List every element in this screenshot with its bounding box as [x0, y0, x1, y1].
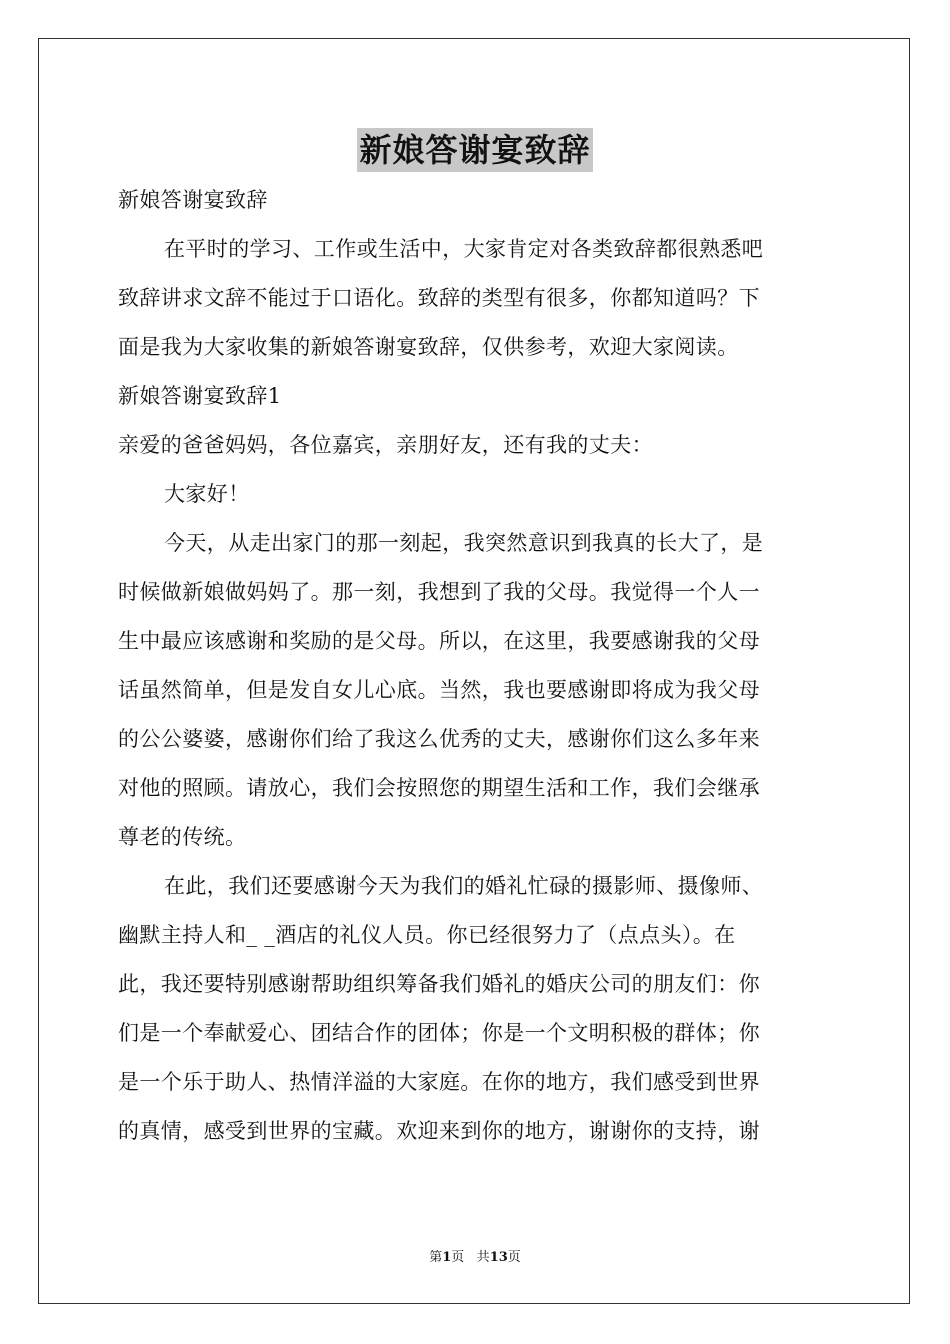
text-line: 在平时的学习、工作或生活中，大家肯定对各类致辞都很熟悉吧	[164, 237, 764, 261]
page-prefix: 第	[429, 1250, 443, 1265]
text-line: 致辞讲求文辞不能过于口语化。致辞的类型有很多，你都知道吗？下	[118, 286, 760, 310]
text-line: 的公公婆婆，感谢你们给了我这么优秀的丈夫，感谢你们这么多年来	[118, 727, 760, 751]
text-line: 面是我为大家收集的新娘答谢宴致辞，仅供参考，欢迎大家阅读。	[118, 335, 739, 359]
document-body	[118, 176, 834, 1156]
text-line: 生中最应该感谢和奖励的是父母。所以，在这里，我要感谢我的父母	[118, 629, 760, 653]
text-line: 对他的照顾。请放心，我们会按照您的期望生活和工作，我们会继承	[118, 776, 760, 800]
total-suffix: 页	[507, 1250, 521, 1265]
text-line: 幽默主持人和_ _酒店的礼仪人员。你已经很努力了（点点头）。在	[118, 923, 736, 947]
text-line: 尊老的传统。	[118, 825, 247, 849]
text-line: 时候做新娘做妈妈了。那一刻，我想到了我的父母。我觉得一个人一	[118, 580, 760, 604]
text-line: 此，我还要特别感谢帮助组织筹备我们婚礼的婚庆公司的朋友们：你	[118, 972, 760, 996]
greeting-line: 大家好！	[164, 482, 250, 506]
total-pages: 13	[489, 1250, 508, 1265]
section-heading: 新娘答谢宴致辞1	[118, 384, 282, 408]
text-line: 话虽然简单，但是发自女儿心底。当然，我也要感谢即将成为我父母	[118, 678, 760, 702]
text-line: 今天，从走出家门的那一刻起，我突然意识到我真的长大了，是	[164, 531, 764, 555]
total-prefix: 共	[476, 1250, 490, 1265]
document-title-text: 新娘答谢宴致辞	[357, 128, 592, 172]
page-suffix: 页	[451, 1250, 465, 1265]
page-number: 1	[442, 1250, 452, 1265]
text-line: 在此，我们还要感谢今天为我们的婚礼忙碌的摄影师、摄像师、	[164, 874, 764, 898]
salutation-line: 亲爱的爸爸妈妈，各位嘉宾，亲朋好友，还有我的丈夫：	[118, 433, 653, 457]
document-title	[0, 128, 950, 172]
text-line: 们是一个奉献爱心、团结合作的团体；你是一个文明积极的群体；你	[118, 1021, 760, 1045]
text-line: 新娘答谢宴致辞	[118, 188, 268, 212]
text-line: 是一个乐于助人、热情洋溢的大家庭。在你的地方，我们感受到世界	[118, 1070, 760, 1094]
text-line: 的真情，感受到世界的宝藏。欢迎来到你的地方，谢谢你的支持，谢	[118, 1119, 760, 1143]
page-footer	[0, 1248, 950, 1268]
